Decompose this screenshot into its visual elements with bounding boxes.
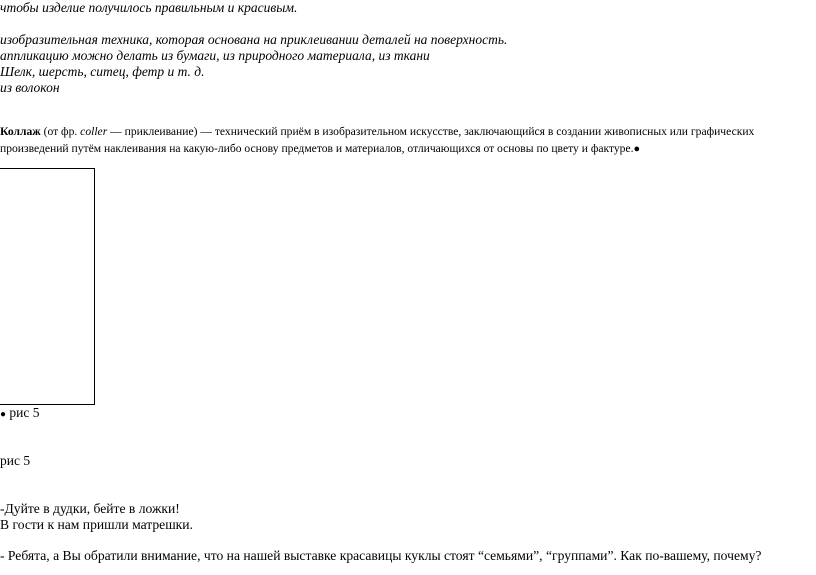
definition-part1: (от фр.	[40, 125, 81, 138]
teacher-question: - Ребята, а Вы обратили внимание, что на нашей выставке красавицы куклы стоят “семьями”, “группами”. Как по-вашему, почему?	[0, 548, 762, 563]
poem-line-1: -Дуйте в дудки, бейте в ложки!	[0, 501, 180, 516]
figure-caption-bulleted	[0, 405, 40, 423]
poem-line-2: В гости к нам пришли матрешки.	[0, 517, 193, 532]
bullet-icon: ●	[0, 409, 7, 420]
definition-part2: — приклеивание) — технический приём в изобразительном искусстве, заключающийся в создании живописных или графических произведений путём наклеивания на какую-либо основу предметов и материалов, отличающихся от основы по цвету и фактуре.	[0, 125, 755, 155]
definition-word: coller	[80, 125, 108, 138]
line-fabrics: Шелк, шерсть, ситец, фетр и т. д.	[0, 64, 205, 79]
caption-text: рис 5	[6, 405, 40, 420]
bullet-icon: ●	[633, 143, 641, 155]
collage-definition	[0, 123, 812, 158]
line-applique-materials: аппликацию можно делать из бумаги, из природного материала, из ткани	[0, 48, 430, 63]
figure-frame	[0, 168, 95, 405]
line-correct-beautiful: чтобы изделие получилось правильным и красивым.	[0, 0, 298, 15]
figure-caption: рис 5	[0, 453, 31, 468]
line-technique-definition: изобразительная техника, которая основана на приклеивании деталей на поверхность.	[0, 32, 508, 47]
collage-term: Коллаж	[0, 125, 41, 138]
line-fibers: из волокон	[0, 80, 60, 95]
